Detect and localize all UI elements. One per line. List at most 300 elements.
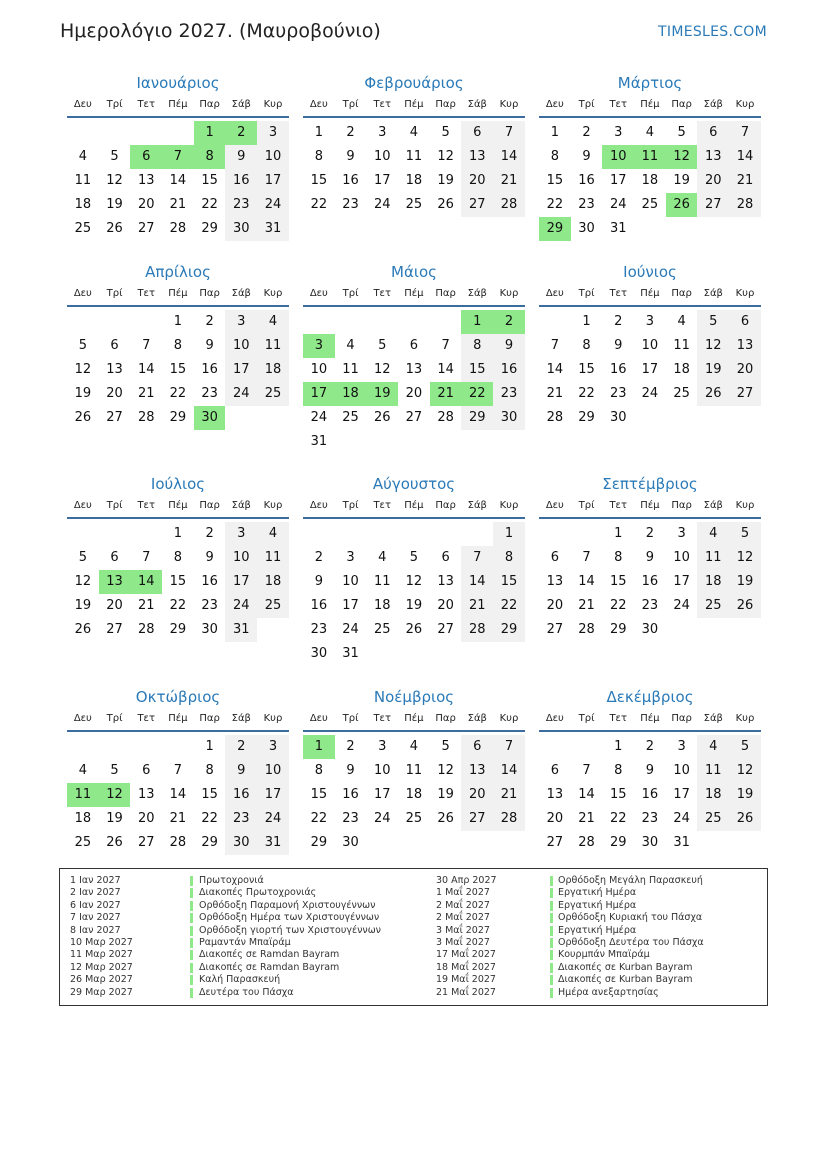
day-cell[interactable]: 15 — [546, 173, 564, 188]
day-cell[interactable]: 6 — [550, 550, 559, 565]
day-cell[interactable]: 26 — [729, 807, 761, 831]
day-cell[interactable]: 6 — [110, 338, 119, 353]
day-cell[interactable]: 4 — [257, 522, 289, 546]
day-cell[interactable]: 19 — [106, 811, 123, 826]
day-cell[interactable]: 11 — [697, 546, 729, 570]
day-cell[interactable]: 19 — [366, 382, 398, 406]
day-cell[interactable]: 16 — [225, 783, 257, 807]
day-cell[interactable]: 30 — [493, 406, 525, 430]
day-cell[interactable]: 24 — [673, 811, 690, 826]
day-cell[interactable]: 18 — [74, 197, 92, 212]
day-cell[interactable]: 7 — [441, 338, 450, 353]
day-cell[interactable]: 7 — [550, 338, 559, 353]
day-cell[interactable]: 9 — [614, 338, 623, 353]
day-cell[interactable]: 19 — [673, 173, 690, 188]
day-cell[interactable]: 17 — [673, 787, 690, 802]
day-cell[interactable]: 26 — [405, 622, 423, 637]
day-cell[interactable]: 2 — [614, 314, 623, 329]
day-cell[interactable]: 29 — [609, 835, 627, 850]
day-cell[interactable]: 21 — [137, 386, 155, 401]
day-cell[interactable]: 16 — [609, 362, 627, 377]
day-cell[interactable]: 20 — [461, 169, 493, 193]
day-cell[interactable]: 17 — [303, 382, 335, 406]
day-cell[interactable]: 11 — [257, 334, 289, 358]
day-cell[interactable]: 29 — [578, 410, 595, 425]
day-cell[interactable]: 30 — [310, 646, 328, 661]
day-cell[interactable]: 31 — [225, 618, 257, 642]
day-cell[interactable]: 11 — [342, 362, 359, 377]
day-cell[interactable]: 19 — [74, 386, 92, 401]
day-cell[interactable]: 20 — [546, 598, 564, 613]
day-cell[interactable]: 10 — [673, 763, 690, 778]
day-cell[interactable]: 8 — [314, 763, 323, 778]
day-cell[interactable]: 12 — [729, 759, 761, 783]
day-cell[interactable]: 9 — [582, 149, 591, 164]
day-cell[interactable]: 26 — [666, 193, 698, 217]
day-cell[interactable]: 12 — [74, 362, 92, 377]
day-cell[interactable]: 1 — [173, 314, 183, 329]
day-cell[interactable]: 26 — [106, 221, 123, 236]
day-cell[interactable]: 21 — [169, 197, 187, 212]
day-cell[interactable]: 10 — [673, 550, 690, 565]
day-cell[interactable]: 30 — [641, 835, 659, 850]
day-cell[interactable]: 25 — [405, 197, 423, 212]
day-cell[interactable]: 26 — [437, 197, 454, 212]
day-cell[interactable]: 9 — [205, 338, 214, 353]
day-cell[interactable]: 6 — [461, 121, 493, 145]
day-cell[interactable]: 29 — [493, 618, 525, 642]
day-cell[interactable]: 4 — [645, 125, 655, 140]
day-cell[interactable]: 24 — [225, 594, 257, 618]
day-cell[interactable]: 20 — [437, 598, 454, 613]
day-cell[interactable]: 14 — [578, 787, 595, 802]
day-cell[interactable]: 23 — [493, 382, 525, 406]
day-cell[interactable]: 4 — [378, 550, 387, 565]
day-cell[interactable]: 25 — [257, 382, 289, 406]
day-cell[interactable]: 15 — [310, 173, 328, 188]
day-cell[interactable]: 9 — [205, 550, 214, 565]
day-cell[interactable]: 5 — [441, 739, 450, 754]
day-cell[interactable]: 23 — [225, 807, 257, 831]
day-cell[interactable]: 13 — [137, 173, 155, 188]
day-cell[interactable]: 14 — [137, 362, 155, 377]
day-cell[interactable]: 4 — [409, 739, 419, 754]
day-cell[interactable]: 3 — [378, 125, 387, 140]
day-cell[interactable]: 16 — [225, 169, 257, 193]
day-cell[interactable]: 31 — [609, 221, 627, 236]
day-cell[interactable]: 2 — [493, 310, 525, 334]
day-cell[interactable]: 29 — [169, 622, 187, 637]
day-cell[interactable]: 26 — [437, 811, 454, 826]
day-cell[interactable]: 23 — [310, 622, 328, 637]
day-cell[interactable]: 9 — [225, 759, 257, 783]
day-cell[interactable]: 21 — [169, 811, 187, 826]
day-cell[interactable]: 9 — [645, 550, 655, 565]
day-cell[interactable]: 11 — [697, 759, 729, 783]
day-cell[interactable]: 18 — [697, 783, 729, 807]
day-cell[interactable]: 23 — [578, 197, 595, 212]
day-cell[interactable]: 29 — [169, 410, 187, 425]
day-cell[interactable]: 21 — [578, 598, 595, 613]
day-cell[interactable]: 13 — [405, 362, 423, 377]
day-cell[interactable]: 25 — [74, 835, 92, 850]
day-cell[interactable]: 3 — [257, 121, 289, 145]
day-cell[interactable]: 8 — [173, 338, 183, 353]
day-cell[interactable]: 28 — [137, 410, 155, 425]
day-cell[interactable]: 22 — [546, 197, 564, 212]
day-cell[interactable]: 12 — [99, 783, 131, 807]
day-cell[interactable]: 23 — [641, 598, 659, 613]
day-cell[interactable]: 6 — [441, 550, 450, 565]
day-cell[interactable]: 14 — [546, 362, 564, 377]
day-cell[interactable]: 22 — [461, 382, 493, 406]
day-cell[interactable]: 15 — [609, 787, 627, 802]
day-cell[interactable]: 5 — [409, 550, 419, 565]
day-cell[interactable]: 30 — [609, 410, 627, 425]
day-cell[interactable]: 1 — [550, 125, 559, 140]
day-cell[interactable]: 11 — [634, 145, 666, 169]
day-cell[interactable]: 4 — [78, 763, 87, 778]
day-cell[interactable]: 8 — [173, 550, 183, 565]
day-cell[interactable]: 1 — [173, 526, 183, 541]
day-cell[interactable]: 22 — [169, 598, 187, 613]
day-cell[interactable]: 29 — [201, 221, 218, 236]
day-cell[interactable]: 23 — [342, 811, 359, 826]
day-cell[interactable]: 20 — [729, 358, 761, 382]
day-cell[interactable]: 16 — [493, 358, 525, 382]
day-cell[interactable]: 29 — [201, 835, 218, 850]
day-cell[interactable]: 29 — [461, 406, 493, 430]
day-cell[interactable]: 18 — [673, 362, 690, 377]
day-cell[interactable]: 27 — [697, 193, 729, 217]
day-cell[interactable]: 7 — [173, 763, 183, 778]
day-cell[interactable]: 15 — [201, 173, 218, 188]
day-cell[interactable]: 24 — [641, 386, 659, 401]
day-cell[interactable]: 2 — [205, 526, 214, 541]
day-cell[interactable]: 20 — [137, 197, 155, 212]
day-cell[interactable]: 15 — [461, 358, 493, 382]
day-cell[interactable]: 16 — [342, 787, 359, 802]
day-cell[interactable]: 13 — [546, 574, 564, 589]
day-cell[interactable]: 5 — [78, 550, 87, 565]
day-cell[interactable]: 8 — [314, 149, 323, 164]
day-cell[interactable]: 3 — [677, 739, 686, 754]
day-cell[interactable]: 25 — [342, 410, 359, 425]
day-cell[interactable]: 22 — [201, 811, 218, 826]
day-cell[interactable]: 23 — [201, 386, 218, 401]
day-cell[interactable]: 15 — [169, 362, 187, 377]
day-cell[interactable]: 27 — [106, 622, 123, 637]
day-cell[interactable]: 9 — [645, 763, 655, 778]
day-cell[interactable]: 27 — [729, 382, 761, 406]
day-cell[interactable]: 17 — [225, 358, 257, 382]
day-cell[interactable]: 18 — [697, 570, 729, 594]
day-cell[interactable]: 16 — [578, 173, 595, 188]
day-cell[interactable]: 24 — [609, 197, 627, 212]
day-cell[interactable]: 15 — [169, 574, 187, 589]
day-cell[interactable]: 19 — [729, 570, 761, 594]
day-cell[interactable]: 6 — [409, 338, 419, 353]
day-cell[interactable]: 8 — [493, 546, 525, 570]
day-cell[interactable]: 28 — [437, 410, 454, 425]
day-cell[interactable]: 7 — [142, 338, 151, 353]
day-cell[interactable]: 12 — [697, 334, 729, 358]
day-cell[interactable]: 1 — [194, 121, 226, 145]
day-cell[interactable]: 4 — [346, 338, 355, 353]
day-cell[interactable]: 14 — [130, 570, 162, 594]
day-cell[interactable]: 16 — [641, 787, 659, 802]
day-cell[interactable]: 25 — [257, 594, 289, 618]
day-cell[interactable]: 19 — [106, 197, 123, 212]
day-cell[interactable]: 9 — [314, 574, 323, 589]
day-cell[interactable]: 6 — [729, 310, 761, 334]
day-cell[interactable]: 7 — [582, 550, 591, 565]
day-cell[interactable]: 4 — [697, 735, 729, 759]
day-cell[interactable]: 19 — [729, 783, 761, 807]
day-cell[interactable]: 22 — [310, 197, 328, 212]
day-cell[interactable]: 25 — [697, 594, 729, 618]
day-cell[interactable]: 2 — [225, 735, 257, 759]
day-cell[interactable]: 12 — [666, 145, 698, 169]
day-cell[interactable]: 24 — [373, 197, 391, 212]
day-cell[interactable]: 8 — [614, 763, 623, 778]
day-cell[interactable]: 12 — [106, 173, 123, 188]
day-cell[interactable]: 27 — [106, 410, 123, 425]
day-cell[interactable]: 5 — [110, 149, 119, 164]
day-cell[interactable]: 8 — [614, 550, 623, 565]
day-cell[interactable]: 28 — [169, 221, 187, 236]
day-cell[interactable]: 8 — [205, 763, 214, 778]
day-cell[interactable]: 15 — [201, 787, 218, 802]
day-cell[interactable]: 6 — [550, 763, 559, 778]
day-cell[interactable]: 12 — [405, 574, 423, 589]
day-cell[interactable]: 19 — [697, 358, 729, 382]
day-cell[interactable]: 1 — [614, 526, 623, 541]
day-cell[interactable]: 10 — [225, 334, 257, 358]
day-cell[interactable]: 21 — [578, 811, 595, 826]
day-cell[interactable]: 27 — [137, 221, 155, 236]
day-cell[interactable]: 5 — [697, 310, 729, 334]
day-cell[interactable]: 19 — [437, 787, 454, 802]
day-cell[interactable]: 10 — [257, 759, 289, 783]
day-cell[interactable]: 12 — [74, 574, 92, 589]
day-cell[interactable]: 1 — [205, 739, 214, 754]
day-cell[interactable]: 17 — [225, 570, 257, 594]
day-cell[interactable]: 19 — [74, 598, 92, 613]
day-cell[interactable]: 30 — [641, 622, 659, 637]
day-cell[interactable]: 2 — [225, 121, 257, 145]
day-cell[interactable]: 16 — [310, 598, 328, 613]
day-cell[interactable]: 22 — [609, 811, 627, 826]
day-cell[interactable]: 3 — [346, 550, 355, 565]
day-cell[interactable]: 30 — [225, 217, 257, 241]
day-cell[interactable]: 26 — [373, 410, 391, 425]
day-cell[interactable]: 3 — [257, 735, 289, 759]
day-cell[interactable]: 13 — [437, 574, 454, 589]
day-cell[interactable]: 12 — [373, 362, 391, 377]
day-cell[interactable]: 22 — [609, 598, 627, 613]
day-cell[interactable]: 14 — [493, 759, 525, 783]
day-cell[interactable]: 27 — [405, 410, 423, 425]
day-cell[interactable]: 23 — [342, 197, 359, 212]
day-cell[interactable]: 28 — [169, 835, 187, 850]
day-cell[interactable]: 11 — [373, 574, 391, 589]
day-cell[interactable]: 5 — [378, 338, 387, 353]
day-cell[interactable]: 4 — [677, 314, 686, 329]
day-cell[interactable]: 25 — [641, 197, 659, 212]
day-cell[interactable]: 14 — [437, 362, 454, 377]
day-cell[interactable]: 14 — [169, 787, 187, 802]
day-cell[interactable]: 19 — [405, 598, 423, 613]
day-cell[interactable]: 30 — [225, 831, 257, 855]
day-cell[interactable]: 2 — [346, 125, 355, 140]
day-cell[interactable]: 29 — [539, 217, 571, 241]
day-cell[interactable]: 28 — [493, 193, 525, 217]
day-cell[interactable]: 2 — [645, 739, 655, 754]
day-cell[interactable]: 3 — [378, 739, 387, 754]
day-cell[interactable]: 25 — [673, 386, 690, 401]
day-cell[interactable]: 10 — [641, 338, 659, 353]
day-cell[interactable]: 18 — [373, 598, 391, 613]
day-cell[interactable]: 10 — [602, 145, 634, 169]
day-cell[interactable]: 9 — [346, 149, 355, 164]
day-cell[interactable]: 11 — [67, 783, 99, 807]
day-cell[interactable]: 26 — [74, 410, 92, 425]
day-cell[interactable]: 20 — [106, 598, 123, 613]
day-cell[interactable]: 12 — [729, 546, 761, 570]
day-cell[interactable]: 17 — [673, 574, 690, 589]
day-cell[interactable]: 6 — [110, 550, 119, 565]
day-cell[interactable]: 17 — [342, 598, 359, 613]
day-cell[interactable]: 18 — [641, 173, 659, 188]
day-cell[interactable]: 1 — [314, 125, 323, 140]
day-cell[interactable]: 16 — [201, 574, 218, 589]
day-cell[interactable]: 11 — [673, 338, 690, 353]
day-cell[interactable]: 18 — [257, 570, 289, 594]
day-cell[interactable]: 23 — [201, 598, 218, 613]
day-cell[interactable]: 25 — [74, 221, 92, 236]
day-cell[interactable]: 11 — [257, 546, 289, 570]
day-cell[interactable]: 28 — [461, 618, 493, 642]
day-cell[interactable]: 3 — [614, 125, 623, 140]
day-cell[interactable]: 26 — [106, 835, 123, 850]
day-cell[interactable]: 6 — [461, 735, 493, 759]
day-cell[interactable]: 13 — [461, 759, 493, 783]
day-cell[interactable]: 6 — [142, 763, 151, 778]
day-cell[interactable]: 16 — [342, 173, 359, 188]
day-cell[interactable]: 15 — [493, 570, 525, 594]
day-cell[interactable]: 20 — [106, 386, 123, 401]
day-cell[interactable]: 4 — [409, 125, 419, 140]
day-cell[interactable]: 30 — [201, 622, 218, 637]
day-cell[interactable]: 23 — [225, 193, 257, 217]
day-cell[interactable]: 27 — [137, 835, 155, 850]
day-cell[interactable]: 27 — [546, 622, 564, 637]
day-cell[interactable]: 10 — [373, 763, 391, 778]
day-cell[interactable]: 4 — [78, 149, 87, 164]
day-cell[interactable]: 9 — [346, 763, 355, 778]
day-cell[interactable]: 31 — [673, 835, 690, 850]
day-cell[interactable]: 31 — [257, 831, 289, 855]
day-cell[interactable]: 28 — [729, 193, 761, 217]
day-cell[interactable]: 5 — [441, 125, 450, 140]
day-cell[interactable]: 26 — [697, 382, 729, 406]
day-cell[interactable]: 7 — [461, 546, 493, 570]
day-cell[interactable]: 1 — [303, 735, 335, 759]
day-cell[interactable]: 23 — [609, 386, 627, 401]
day-cell[interactable]: 7 — [162, 145, 194, 169]
day-cell[interactable]: 21 — [546, 386, 564, 401]
day-cell[interactable]: 5 — [677, 125, 686, 140]
day-cell[interactable]: 16 — [641, 574, 659, 589]
day-cell[interactable]: 13 — [461, 145, 493, 169]
day-cell[interactable]: 21 — [493, 783, 525, 807]
day-cell[interactable]: 5 — [78, 338, 87, 353]
day-cell[interactable]: 10 — [257, 145, 289, 169]
day-cell[interactable]: 24 — [342, 622, 359, 637]
day-cell[interactable]: 13 — [697, 145, 729, 169]
day-cell[interactable]: 8 — [550, 149, 559, 164]
day-cell[interactable]: 25 — [697, 807, 729, 831]
day-cell[interactable]: 27 — [461, 193, 493, 217]
day-cell[interactable]: 13 — [99, 570, 131, 594]
day-cell[interactable]: 3 — [225, 522, 257, 546]
day-cell[interactable]: 22 — [493, 594, 525, 618]
day-cell[interactable]: 18 — [257, 358, 289, 382]
day-cell[interactable]: 14 — [493, 145, 525, 169]
day-cell[interactable]: 17 — [609, 173, 627, 188]
day-cell[interactable]: 29 — [310, 835, 328, 850]
day-cell[interactable]: 21 — [461, 594, 493, 618]
day-cell[interactable]: 8 — [461, 334, 493, 358]
day-cell[interactable]: 20 — [405, 386, 423, 401]
day-cell[interactable]: 7 — [582, 763, 591, 778]
day-cell[interactable]: 28 — [578, 835, 595, 850]
day-cell[interactable]: 31 — [257, 217, 289, 241]
day-cell[interactable]: 22 — [578, 386, 595, 401]
day-cell[interactable]: 24 — [225, 382, 257, 406]
day-cell[interactable]: 15 — [609, 574, 627, 589]
day-cell[interactable]: 4 — [697, 522, 729, 546]
day-cell[interactable]: 9 — [493, 334, 525, 358]
day-cell[interactable]: 30 — [578, 221, 595, 236]
day-cell[interactable]: 5 — [729, 735, 761, 759]
day-cell[interactable]: 13 — [729, 334, 761, 358]
day-cell[interactable]: 1 — [461, 310, 493, 334]
day-cell[interactable]: 21 — [137, 598, 155, 613]
day-cell[interactable]: 15 — [578, 362, 595, 377]
day-cell[interactable]: 20 — [546, 811, 564, 826]
day-cell[interactable]: 18 — [405, 173, 423, 188]
day-cell[interactable]: 5 — [729, 522, 761, 546]
day-cell[interactable]: 2 — [346, 739, 355, 754]
day-cell[interactable]: 27 — [546, 835, 564, 850]
day-cell[interactable]: 20 — [461, 783, 493, 807]
day-cell[interactable]: 14 — [729, 145, 761, 169]
day-cell[interactable]: 2 — [645, 526, 655, 541]
day-cell[interactable]: 19 — [437, 173, 454, 188]
day-cell[interactable]: 7 — [142, 550, 151, 565]
day-cell[interactable]: 2 — [205, 314, 214, 329]
day-cell[interactable]: 10 — [225, 546, 257, 570]
day-cell[interactable]: 21 — [729, 169, 761, 193]
day-cell[interactable]: 1 — [582, 314, 591, 329]
day-cell[interactable]: 13 — [137, 787, 155, 802]
day-cell[interactable]: 31 — [310, 434, 328, 449]
day-cell[interactable]: 30 — [194, 406, 226, 430]
day-cell[interactable]: 6 — [130, 145, 162, 169]
day-cell[interactable]: 11 — [74, 173, 92, 188]
